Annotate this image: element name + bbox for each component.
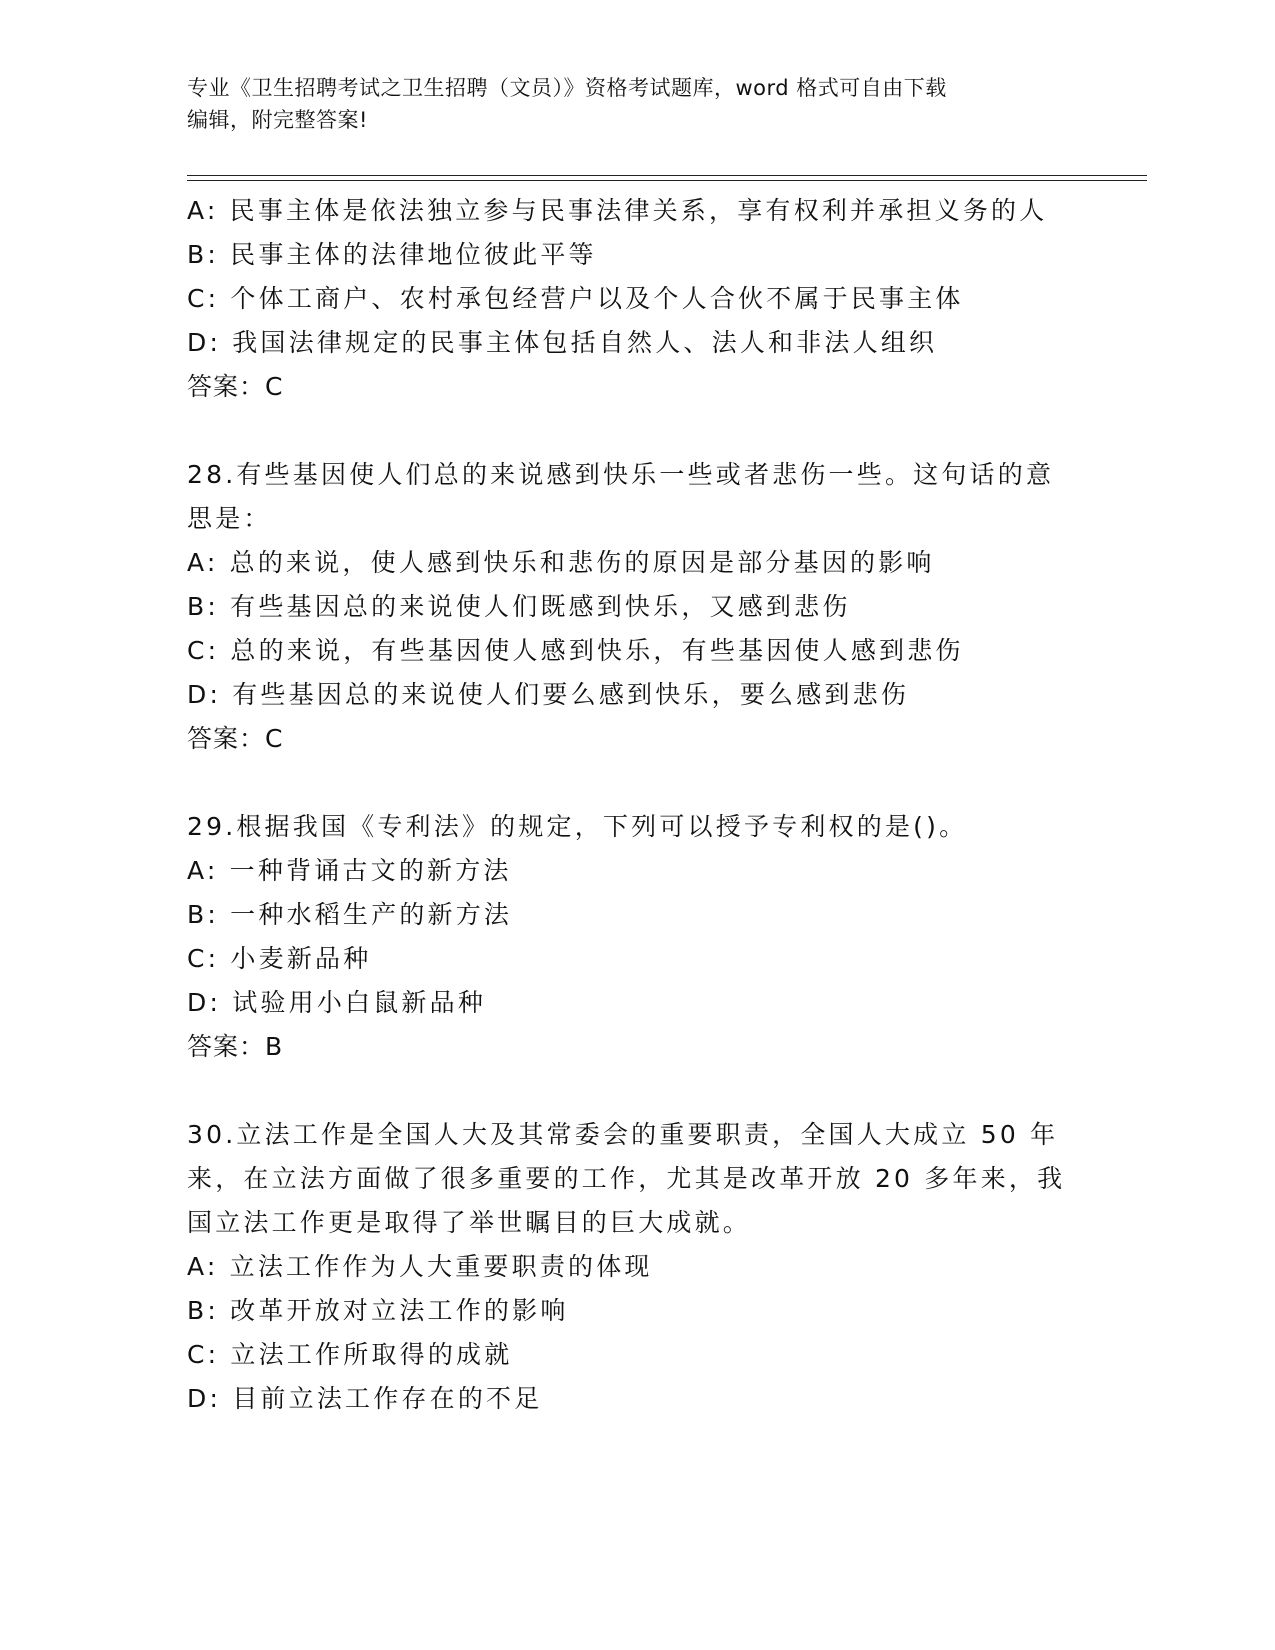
header-title-line-1: 专业《卫生招聘考试之卫生招聘（文员）》资格考试题库，word 格式可自由下载: [187, 76, 947, 100]
header-divider-bottom: [187, 180, 1147, 181]
header-divider-top: [187, 175, 1147, 176]
header-title-line-2: 编辑，附完整答案!: [187, 108, 368, 132]
q29-stem-line-1: 29.根据我国《专利法》的规定，下列可以授予专利权的是()。: [187, 812, 968, 841]
q29-option-d: D: 试验用小白鼠新品种: [187, 988, 487, 1017]
q28-option-c: C: 总的来说，有些基因使人感到快乐，有些基因使人感到悲伤: [187, 636, 964, 665]
q30-stem-line-2: 来，在立法方面做了很多重要的工作，尤其是改革开放 20 多年来，我: [187, 1164, 1066, 1193]
q28-option-a: A: 总的来说，使人感到快乐和悲伤的原因是部分基因的影响: [187, 548, 935, 577]
q28-stem-line-2: 思是：: [187, 504, 272, 533]
q30-option-b: B: 改革开放对立法工作的影响: [187, 1296, 569, 1325]
q30-option-a: A: 立法工作作为人大重要职责的体现: [187, 1252, 653, 1281]
q30-stem-line-3: 国立法工作更是取得了举世瞩目的巨大成就。: [187, 1208, 752, 1237]
q27-option-b: B: 民事主体的法律地位彼此平等: [187, 240, 597, 269]
q28-answer: 答案：C: [187, 724, 284, 753]
q29-answer: 答案：B: [187, 1032, 284, 1061]
q27-option-a: A: 民事主体是依法独立参与民事法律关系，享有权利并承担义务的人: [187, 196, 1048, 225]
q28-stem-line-1: 28.有些基因使人们总的来说感到快乐一些或者悲伤一些。这句话的意: [187, 460, 1055, 489]
q29-option-b: B: 一种水稻生产的新方法: [187, 900, 513, 929]
q30-option-c: C: 立法工作所取得的成就: [187, 1340, 513, 1369]
q30-option-d: D: 目前立法工作存在的不足: [187, 1384, 543, 1413]
q28-option-d: D: 有些基因总的来说使人们要么感到快乐，要么感到悲伤: [187, 680, 910, 709]
q27-option-d: D: 我国法律规定的民事主体包括自然人、法人和非法人组织: [187, 328, 938, 357]
q29-option-a: A: 一种背诵古文的新方法: [187, 856, 512, 885]
q27-option-c: C: 个体工商户、农村承包经营户以及个人合伙不属于民事主体: [187, 284, 964, 313]
q29-option-c: C: 小麦新品种: [187, 944, 372, 973]
q30-stem-line-1: 30.立法工作是全国人大及其常委会的重要职责，全国人大成立 50 年: [187, 1120, 1059, 1149]
q28-option-b: B: 有些基因总的来说使人们既感到快乐，又感到悲伤: [187, 592, 851, 621]
q27-answer: 答案：C: [187, 372, 284, 401]
